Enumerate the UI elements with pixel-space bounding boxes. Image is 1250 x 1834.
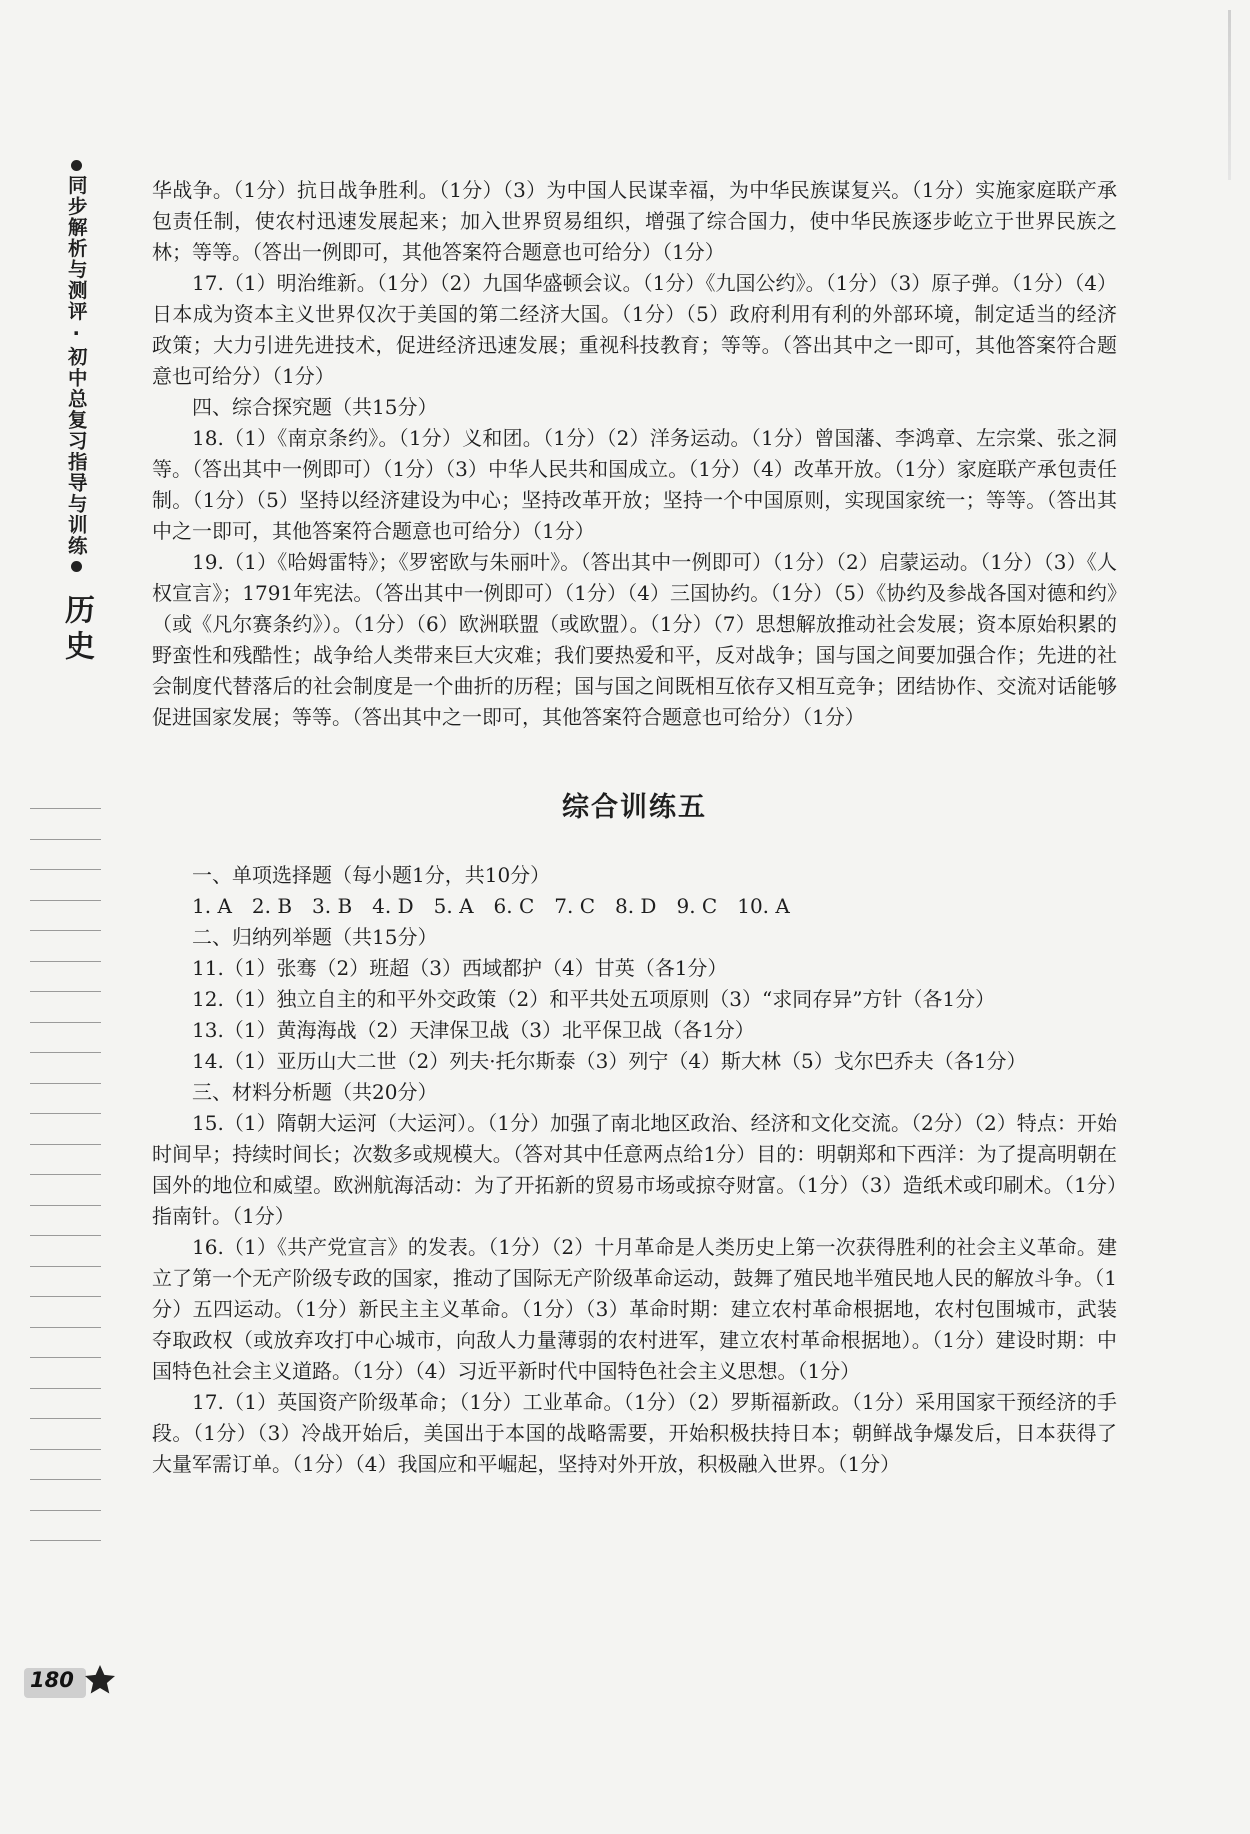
answer-paragraph: 四、综合探究题（共15分） xyxy=(192,395,438,419)
answer-paragraph: 11.（1）张骞（2）班超（3）西域都护（4）甘英（各1分） xyxy=(192,956,728,980)
note-line xyxy=(30,1296,101,1297)
note-line xyxy=(30,961,101,962)
answers-top xyxy=(152,175,1117,733)
answer-paragraph: 19.（1）《哈姆雷特》；《罗密欧与朱丽叶》。（答出其中一例即可）（1分）（2）启蒙运动。（1分）（3）《人权宣言》；1791年宪法。（答出其中一例即可）（1分）（4）三国协约。（1分）（5）《协约及参战各国对德和约》（或《凡尔赛条约》）。（1分）（6）欧洲联盟（或欧盟）。（1分）（7）思想解放推动社会发展；资本原始积累的野蛮性和残酷性；战争给人类带来巨大灾难；我们要热爱和平，反对战争；国与国之间要加强合作；先进的社会制度代替落后的社会制度是一个曲折的历程；国与国之间既相互依存又相互竞争；团结协作、交流对话能够促进国家发展；等等。（答出其中之一即可，其他答案符合题意也可给分）（1分） xyxy=(152,550,1117,729)
note-line xyxy=(30,1235,101,1236)
answer-paragraph: 17.（1）明治维新。（1分）（2）九国华盛顿会议。（1分）《九国公约》。（1分）（3）原子弹。（1分）（4）日本成为资本主义世界仅次于美国的第二经济大国。（1分）（5）政府利用有利的外部环境，制定适当的经济政策；大力引进先进技术，促进经济迅速发展；重视科技教育；等等。（答出其中之一即可，其他答案符合题意也可给分）（1分） xyxy=(152,271,1117,388)
answers-bottom xyxy=(152,860,1117,1480)
note-line xyxy=(30,1510,101,1511)
note-line xyxy=(30,1083,101,1084)
note-line xyxy=(30,1113,101,1114)
answer-paragraph: 一、单项选择题（每小题1分，共10分） xyxy=(192,863,551,887)
answer-paragraph: 14.（1）亚历山大二世（2）列夫·托尔斯泰（3）列宁（4）斯大林（5）戈尔巴乔夫（各1分） xyxy=(192,1049,1027,1073)
section-title: 综合训练五 xyxy=(562,792,707,823)
note-line xyxy=(30,1449,101,1450)
note-lines xyxy=(30,808,101,1571)
answer-paragraph: 华战争。（1分）抗日战争胜利。（1分）（3）为中国人民谋幸福，为中华民族谋复兴。（1分）实施家庭联产承包责任制，使农村迅速发展起来；加入世界贸易组织，增强了综合国力，使中华民族逐步屹立于世界民族之林；等等。（答出一例即可，其他答案符合题意也可给分）（1分） xyxy=(152,178,1117,264)
page-number-badge xyxy=(24,1662,114,1704)
note-line xyxy=(30,900,101,901)
series-title: 同步解析与测评·初中总复习指导与训练 xyxy=(64,175,88,557)
note-line xyxy=(30,991,101,992)
answer-paragraph: 1. A 2. B 3. B 4. D 5. A 6. C 7. C 8. D 9. C 10. A xyxy=(192,894,790,918)
note-line xyxy=(30,1479,101,1480)
note-line xyxy=(30,1540,101,1541)
answer-paragraph: 18.（1）《南京条约》。（1分）义和团。（1分）（2）洋务运动。（1分）曾国藩、李鸿章、左宗棠、张之洞等。（答出其中一例即可）（1分）（3）中华人民共和国成立。（1分）（4）改革开放。（1分）家庭联产承包责任制。（1分）（5）坚持以经济建设为中心；坚持改革开放；坚持一个中国原则，实现国家统一；等等。（答出其中之一即可，其他答案符合题意也可给分）（1分） xyxy=(152,426,1117,543)
answer-paragraph: 15.（1）隋朝大运河（大运河）。（1分）加强了南北地区政治、经济和文化交流。（2分）（2）特点：开始时间早；持续时间长；次数多或规模大。（答对其中任意两点给1分）目的：明朝郑和下西洋：为了提高明朝在国外的地位和威望。欧洲航海活动：为了开拓新的贸易市场或掠夺财富。（1分）（3）造纸术或印刷术。（1分）指南针。（1分） xyxy=(152,1111,1117,1228)
dot-icon xyxy=(71,561,82,572)
page-number: 180 xyxy=(30,1668,74,1692)
note-line xyxy=(30,839,101,840)
note-line xyxy=(30,1174,101,1175)
sidebar xyxy=(54,160,98,666)
page-edge-shadow xyxy=(1228,10,1231,180)
answer-content xyxy=(152,175,1117,1480)
note-line xyxy=(30,1205,101,1206)
note-line xyxy=(30,1327,101,1328)
answer-paragraph: 三、材料分析题（共20分） xyxy=(192,1080,438,1104)
note-line xyxy=(30,808,101,809)
answer-paragraph: 12.（1）独立自主的和平外交政策（2）和平共处五项原则（3）“求同存异”方针（各1分） xyxy=(192,987,996,1011)
answer-paragraph: 二、归纳列举题（共15分） xyxy=(192,925,438,949)
note-line xyxy=(30,1052,101,1053)
note-line xyxy=(30,930,101,931)
note-line xyxy=(30,869,101,870)
answer-paragraph: 16.（1）《共产党宣言》的发表。（1分）（2）十月革命是人类历史上第一次获得胜利的社会主义革命。建立了第一个无产阶级专政的国家，推动了国际无产阶级革命运动，鼓舞了殖民地半殖民地人民的解放斗争。（1分）五四运动。（1分）新民主主义革命。（1分）（3）革命时期：建立农村革命根据地，农村包围城市，武装夺取政权（或放弃攻打中心城市，向敌人力量薄弱的农村进军，建立农村革命根据地）。（1分）建设时期：中国特色社会主义道路。（1分）（4）习近平新时代中国特色社会主义思想。（1分） xyxy=(152,1235,1117,1383)
subject-label: 历史 xyxy=(59,593,94,666)
answer-paragraph: 17.（1）英国资产阶级革命；（1分）工业革命。（1分）（2）罗斯福新政。（1分）采用国家干预经济的手段。（1分）（3）冷战开始后，美国出于本国的战略需要，开始积极扶持日本；朝鲜战争爆发后，日本获得了大量军需订单。（1分）（4）我国应和平崛起，坚持对外开放，积极融入世界。（1分） xyxy=(152,1390,1117,1476)
star-icon xyxy=(82,1662,118,1698)
note-line xyxy=(30,1357,101,1358)
note-line xyxy=(30,1144,101,1145)
dot-icon xyxy=(71,160,82,171)
note-line xyxy=(30,1266,101,1267)
note-line xyxy=(30,1418,101,1419)
answer-paragraph: 13.（1）黄海海战（2）天津保卫战（3）北平保卫战（各1分） xyxy=(192,1018,755,1042)
note-line xyxy=(30,1022,101,1023)
note-line xyxy=(30,1388,101,1389)
